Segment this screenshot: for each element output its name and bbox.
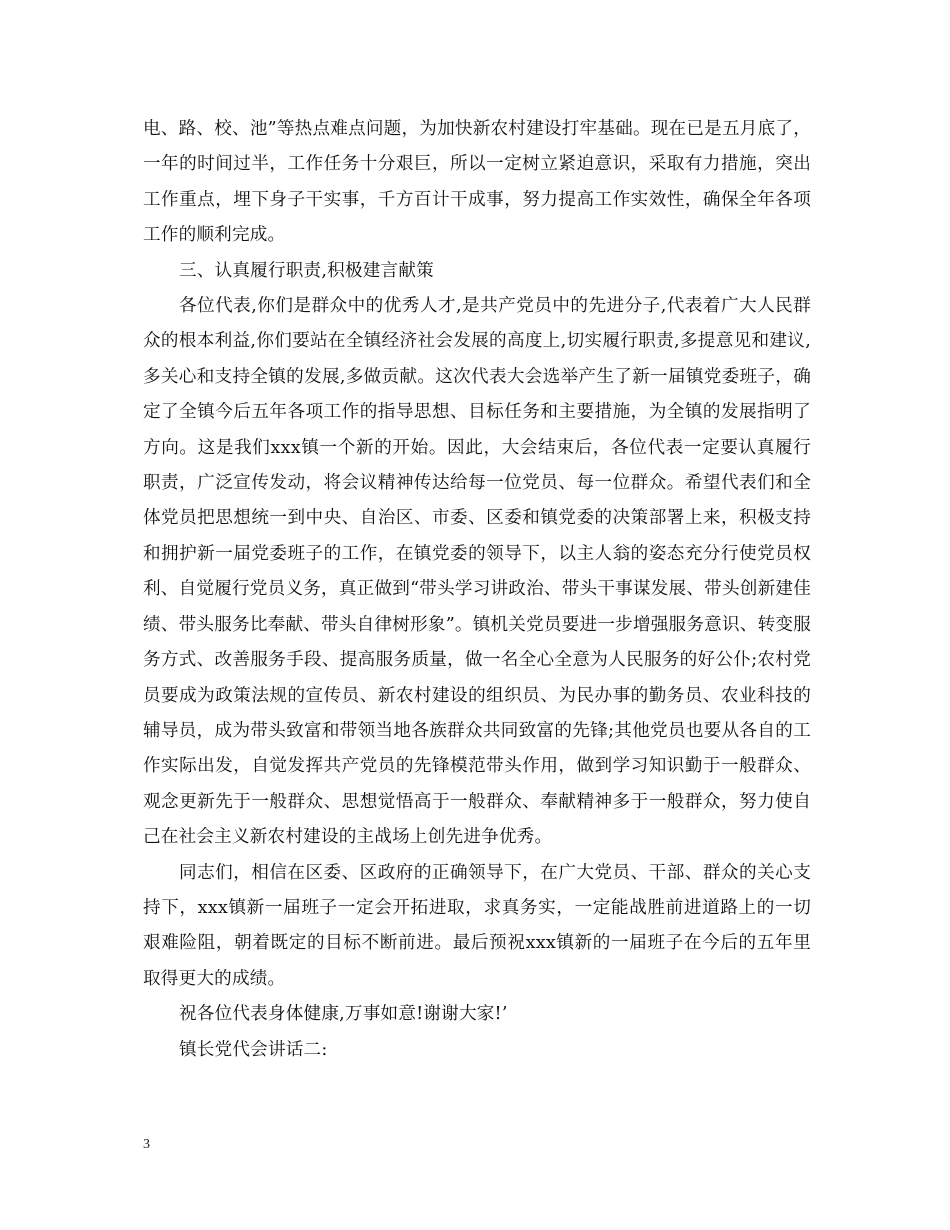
- section-heading-3: 三、认真履行职责,积极建言献策: [179, 260, 434, 281]
- page-number: 3: [143, 1137, 150, 1152]
- paragraph-1: 电、路、校、池”等热点难点问题，为加快新农村建设打牢基础。现在已是五月底了，一年的时间过半，工作任务十分艰巨，所以一定树立紧迫意识，采取有力措施，突出工作重点，埋下身子干实事，千方百计干成事，努力提高工作实效性，确保全年各项工作的顺利完成。: [143, 119, 811, 246]
- document-body: [143, 112, 811, 1068]
- closing-wishes: 祝各位代表身体健康,万事如意!谢谢大家!’: [179, 1004, 508, 1025]
- paragraph-3: 同志们，相信在区委、区政府的正确领导下，在广大党员、干部、群众的关心支持下，xxx镇新一届班子一定会开拓进取，求真务实，一定能战胜前进道路上的一切艰难险阻，朝着既定的目标不断前进。最后预祝xxx镇新的一届班子在今后的五年里取得更大的成绩。: [143, 862, 811, 989]
- paragraph-2: 各位代表,你们是群众中的优秀人才,是共产党员中的先进分子,代表着广大人民群众的根本利益,你们要站在全镇经济社会发展的高度上,切实履行职责,多提意见和建议,多关心和支持全镇的发展,多做贡献。这次代表大会选举产生了新一届镇党委班子，确定了全镇今后五年各项工作的指导思想、目标任务和主要措施，为全镇的发展指明了方向。这是我们xxx镇一个新的开始。因此，大会结束后，各位代表一定要认真履行职责，广泛宣传发动，将会议精神传达给每一位党员、每一位群众。希望代表们和全体党员把思想统一到中央、自治区、市委、区委和镇党委的决策部署上来，积极支持和拥护新一届党委班子的工作，在镇党委的领导下，以主人翁的姿态充分行使党员权利、自觉履行党员义务，真正做到“带头学习讲政治、带头干事谋发展、带头创新建佳绩、带头服务比奉献、带头自律树形象”。镇机关党员要进一步增强服务意识、转变服务方式、改善服务手段、提高服务质量，做一名全心全意为人民服务的好公仆;农村党员要成为政策法规的宣传员、新农村建设的组织员、为民办事的勤务员、农业科技的辅导员，成为带头致富和带领当地各族群众共同致富的先锋;其他党员也要从各自的工作实际出发，自觉发挥共产党员的先锋模范带头作用，做到学习知识勤于一般群众、观念更新先于一般群众、思想觉悟高于一般群众、奉献精神多于一般群众，努力使自己在社会主义新农村建设的主战场上创先进争优秀。: [143, 296, 811, 848]
- next-speech-heading: 镇长党代会讲话二:: [179, 1039, 328, 1060]
